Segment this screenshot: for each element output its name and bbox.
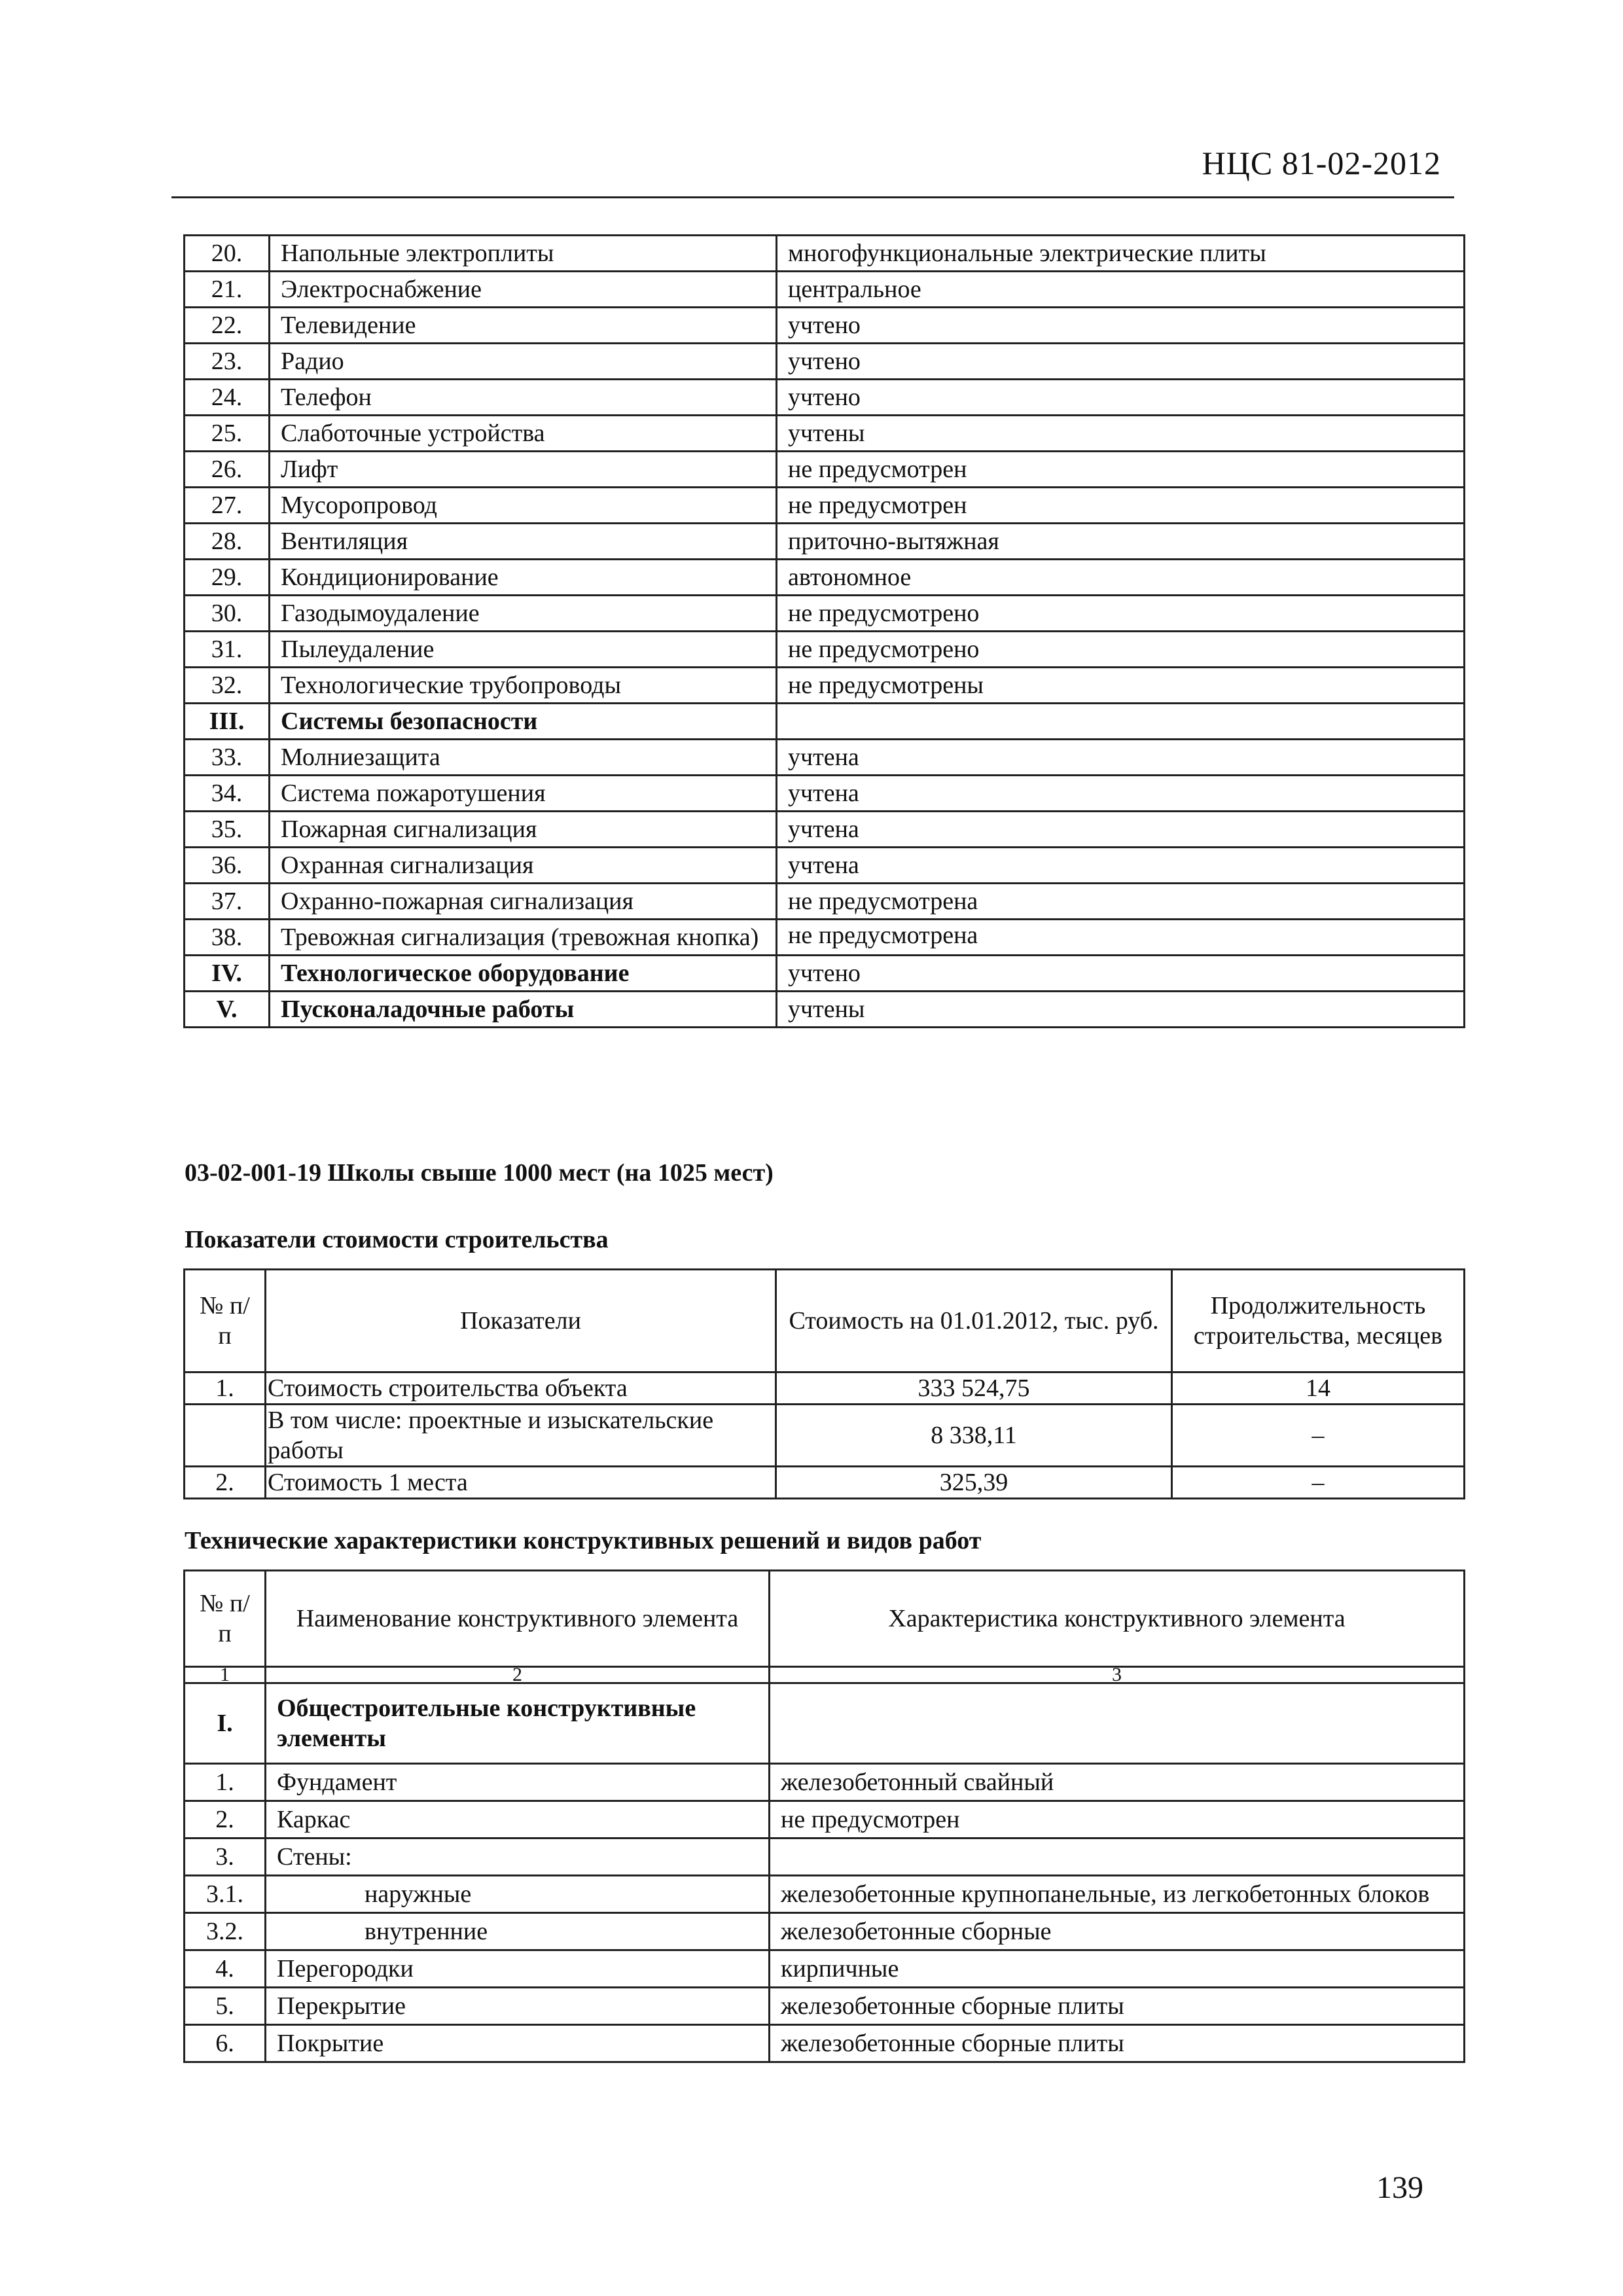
table-row	[185, 812, 1465, 848]
table-row	[185, 344, 1465, 380]
systems-table	[183, 234, 1465, 1028]
table-row	[185, 560, 1465, 596]
table-row	[185, 1839, 1465, 1876]
row-name: Мусоропровод	[270, 488, 777, 524]
row-name: Молниезащита	[270, 740, 777, 776]
row-value: не предусмотрен	[777, 488, 1465, 524]
row-value: автономное	[777, 560, 1465, 596]
row-name: В том числе: проектные и изыскательские работы	[266, 1405, 776, 1467]
row-number: 29.	[185, 560, 270, 596]
table-row	[185, 776, 1465, 812]
row-cost: 325,39	[776, 1467, 1172, 1499]
row-value	[770, 1839, 1465, 1876]
document-code: НЦС 81-02-2012	[1202, 145, 1441, 181]
row-value: не предусмотрена	[777, 884, 1465, 920]
header-duration: Продолжительность строительства, месяцев	[1172, 1270, 1465, 1372]
row-number: IV.	[185, 956, 270, 992]
row-value: не предусмотрено	[777, 596, 1465, 632]
row-value: не предусмотрена	[777, 920, 1465, 956]
row-value: не предусмотрен	[777, 452, 1465, 488]
row-name: Фундамент	[266, 1764, 770, 1801]
table-row	[185, 416, 1465, 452]
header-cost: Стоимость на 01.01.2012, тыс. руб.	[776, 1270, 1172, 1372]
table-row	[185, 920, 1465, 956]
table-row	[185, 308, 1465, 344]
row-number: III.	[185, 704, 270, 740]
row-value: учтено	[777, 308, 1465, 344]
row-name: наружные	[266, 1876, 770, 1913]
table-row	[185, 704, 1465, 740]
row-number: 4.	[185, 1950, 266, 1988]
row-value: не предусмотрен	[770, 1801, 1465, 1839]
row-number: I.	[185, 1683, 266, 1764]
row-name: Общестроительные конструктивные элементы	[266, 1683, 770, 1764]
row-number: 6.	[185, 2025, 266, 2062]
table-row	[185, 1988, 1465, 2025]
row-number: 34.	[185, 776, 270, 812]
row-number: 3.	[185, 1839, 266, 1876]
row-number: 20.	[185, 236, 270, 272]
row-number: 3.2.	[185, 1913, 266, 1950]
row-number: 36.	[185, 848, 270, 884]
row-name: Покрытие	[266, 2025, 770, 2062]
row-name: Каркас	[266, 1801, 770, 1839]
row-number: 3.1.	[185, 1876, 266, 1913]
table-row	[185, 380, 1465, 416]
table-row	[185, 632, 1465, 668]
row-number: 1.	[185, 1372, 266, 1405]
object-title: 03-02-001-19 Школы свыше 1000 мест (на 1025 мест)	[185, 1159, 774, 1187]
table-row	[185, 488, 1465, 524]
row-name: Электроснабжение	[270, 272, 777, 308]
row-name: Газодымоудаление	[270, 596, 777, 632]
row-name: Пожарная сигнализация	[270, 812, 777, 848]
row-value: учтена	[777, 740, 1465, 776]
row-value: кирпичные	[770, 1950, 1465, 1988]
row-value: учтена	[777, 848, 1465, 884]
cost-table	[183, 1268, 1465, 1499]
header-element-name: Наименование конструктивного элемента	[266, 1571, 770, 1667]
row-name: Системы безопасности	[270, 704, 777, 740]
table-row	[185, 452, 1465, 488]
row-name: Стены:	[266, 1839, 770, 1876]
row-number: 21.	[185, 272, 270, 308]
row-name: Технологические трубопроводы	[270, 668, 777, 704]
table-row	[185, 884, 1465, 920]
row-value: железобетонный свайный	[770, 1764, 1465, 1801]
row-value: приточно-вытяжная	[777, 524, 1465, 560]
row-value: многофункциональные электрические плиты	[777, 236, 1465, 272]
tech-table	[183, 1570, 1465, 2063]
row-value: учтена	[777, 776, 1465, 812]
row-name: Система пожаротушения	[270, 776, 777, 812]
row-number: 37.	[185, 884, 270, 920]
page-header	[171, 137, 1454, 198]
row-number	[185, 1405, 266, 1467]
row-name: Охранная сигнализация	[270, 848, 777, 884]
cost-table-header	[185, 1270, 1465, 1372]
row-name: Тревожная сигнализация (тревожная кнопка)	[270, 920, 777, 956]
row-name: Технологическое оборудование	[270, 956, 777, 992]
row-name: Вентиляция	[270, 524, 777, 560]
row-name: Телефон	[270, 380, 777, 416]
row-number: 26.	[185, 452, 270, 488]
row-number: 30.	[185, 596, 270, 632]
table-row	[185, 956, 1465, 992]
tech-section-title: Технические характеристики конструктивных решений и видов работ	[185, 1527, 982, 1554]
table-row	[185, 1405, 1465, 1467]
row-number: 2.	[185, 1801, 266, 1839]
row-value: железобетонные сборные плиты	[770, 1988, 1465, 2025]
table-row	[185, 1764, 1465, 1801]
table-row	[185, 1683, 1465, 1764]
table-row	[185, 524, 1465, 560]
row-value	[777, 704, 1465, 740]
row-number: 24.	[185, 380, 270, 416]
row-name: Телевидение	[270, 308, 777, 344]
header-indicators: Показатели	[266, 1270, 776, 1372]
row-value: учтено	[777, 956, 1465, 992]
table-row	[185, 668, 1465, 704]
row-name: Пылеудаление	[270, 632, 777, 668]
row-duration: –	[1172, 1405, 1465, 1467]
table-row	[185, 740, 1465, 776]
row-value: учтено	[777, 344, 1465, 380]
row-number: 38.	[185, 920, 270, 956]
row-number: 35.	[185, 812, 270, 848]
row-value: не предусмотрено	[777, 632, 1465, 668]
row-cost: 8 338,11	[776, 1405, 1172, 1467]
row-name: внутренние	[266, 1913, 770, 1950]
column-number: 3	[770, 1667, 1465, 1683]
row-value	[770, 1683, 1465, 1764]
row-duration: –	[1172, 1467, 1465, 1499]
row-duration: 14	[1172, 1372, 1465, 1405]
row-name: Лифт	[270, 452, 777, 488]
row-number: 27.	[185, 488, 270, 524]
table-row	[185, 1372, 1465, 1405]
row-name: Слаботочные устройства	[270, 416, 777, 452]
row-name: Напольные электроплиты	[270, 236, 777, 272]
table-row	[185, 848, 1465, 884]
row-name: Стоимость 1 места	[266, 1467, 776, 1499]
row-value: учтены	[777, 416, 1465, 452]
header-characteristic: Характеристика конструктивного элемента	[770, 1571, 1465, 1667]
row-value: учтена	[777, 812, 1465, 848]
tech-table-header	[185, 1571, 1465, 1667]
row-name: Радио	[270, 344, 777, 380]
row-number: V.	[185, 992, 270, 1028]
row-name: Кондиционирование	[270, 560, 777, 596]
table-row	[185, 1876, 1465, 1913]
row-value: железобетонные сборные плиты	[770, 2025, 1465, 2062]
row-value: железобетонные сборные	[770, 1913, 1465, 1950]
row-number: 25.	[185, 416, 270, 452]
row-name: Пусконаладочные работы	[270, 992, 777, 1028]
row-number: 33.	[185, 740, 270, 776]
row-number: 2.	[185, 1467, 266, 1499]
row-number: 23.	[185, 344, 270, 380]
row-name: Перекрытие	[266, 1988, 770, 2025]
row-number: 5.	[185, 1988, 266, 2025]
row-number: 1.	[185, 1764, 266, 1801]
column-numbers-row	[185, 1667, 1465, 1683]
row-name: Перегородки	[266, 1950, 770, 1988]
header-number: № п/п	[185, 1571, 266, 1667]
table-row	[185, 272, 1465, 308]
header-number: № п/п	[185, 1270, 266, 1372]
row-value: железобетонные крупнопанельные, из легкобетонных блоков	[770, 1876, 1465, 1913]
row-number: 28.	[185, 524, 270, 560]
column-number: 2	[266, 1667, 770, 1683]
column-number: 1	[185, 1667, 266, 1683]
row-value: центральное	[777, 272, 1465, 308]
row-value: учтено	[777, 380, 1465, 416]
row-name: Стоимость строительства объекта	[266, 1372, 776, 1405]
table-row	[185, 2025, 1465, 2062]
row-value: учтены	[777, 992, 1465, 1028]
table-row	[185, 596, 1465, 632]
row-number: 22.	[185, 308, 270, 344]
cost-section-title: Показатели стоимости строительства	[185, 1226, 609, 1253]
row-name: Охранно-пожарная сигнализация	[270, 884, 777, 920]
row-number: 31.	[185, 632, 270, 668]
page-number: 139	[1376, 2170, 1423, 2205]
table-row	[185, 1467, 1465, 1499]
table-row	[185, 1950, 1465, 1988]
table-row	[185, 1913, 1465, 1950]
row-cost: 333 524,75	[776, 1372, 1172, 1405]
row-value: не предусмотрены	[777, 668, 1465, 704]
row-number: 32.	[185, 668, 270, 704]
table-row	[185, 1801, 1465, 1839]
table-row	[185, 236, 1465, 272]
table-row	[185, 992, 1465, 1028]
